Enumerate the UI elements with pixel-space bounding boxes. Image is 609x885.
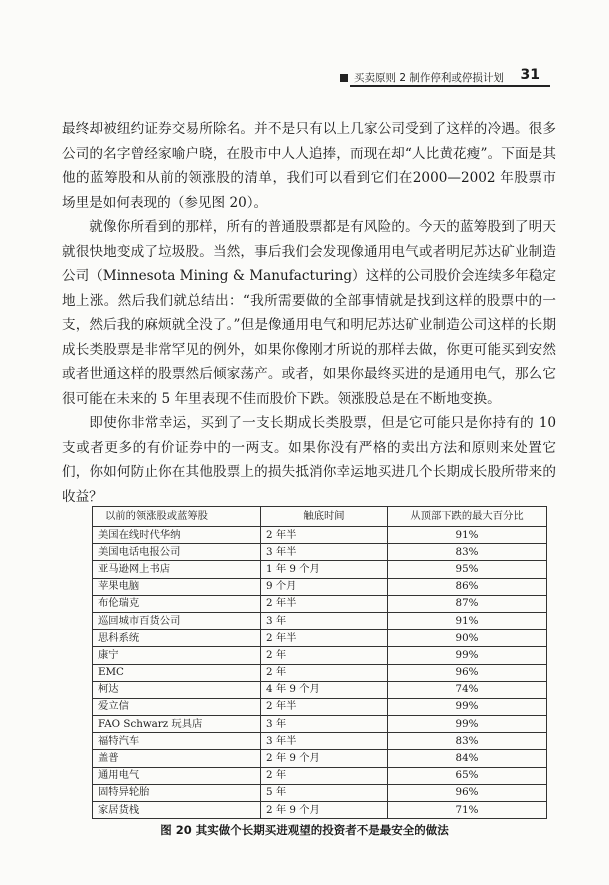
- paragraph-3: 即使你非常幸运，买到了一支长期成长类股票，但是它可能只是你持有的 10 支或者更多的有价证券中的一两支。如果你没有严格的卖出方法和原则来处置它们，你如何防止你在其他股票上的损失抵消你幸运地买进几个长期成长股所带来的收益？: [62, 415, 556, 505]
- stock-name-cell: 固特异轮胎: [93, 784, 261, 801]
- paragraph-1: 最终却被纽约证券交易所除名。并不是只有以上几家公司受到了这样的冷遇。很多公司的名字曾经家喻户晓，在股市中人人追捧，而现在却“人比黄花瘦”。下面是其他的蓝筹股和从前的领涨股的清单，我们可以看到它们在2000—2002 年股票市场里是如何表现的（参见图 20）。: [62, 121, 556, 211]
- stock-name-cell: 盖普: [93, 750, 261, 767]
- max-decline-cell: 96%: [388, 664, 547, 681]
- table-row: [93, 733, 547, 750]
- table-row: [93, 595, 547, 612]
- max-decline-cell: 99%: [388, 698, 547, 715]
- table-header-row: [93, 507, 547, 527]
- max-decline-cell: 91%: [388, 612, 547, 629]
- stock-name-cell: 福特汽车: [93, 733, 261, 750]
- running-header: [340, 68, 550, 88]
- stock-name-cell: 爱立信: [93, 698, 261, 715]
- stock-name-cell: FAO Schwarz 玩具店: [93, 716, 261, 733]
- bottom-time-cell: 3 年半: [261, 544, 388, 561]
- stock-name-cell: 苹果电脑: [93, 578, 261, 595]
- table-row: [93, 647, 547, 664]
- stock-name-cell: 通用电气: [93, 767, 261, 784]
- max-decline-cell: 74%: [388, 681, 547, 698]
- table-row: [93, 802, 547, 819]
- figure-caption: 图 20 其实做个长期买进观望的投资者不是最安全的做法: [160, 823, 449, 837]
- max-decline-cell: 90%: [388, 630, 547, 647]
- table-row: [93, 750, 547, 767]
- stock-name-cell: 巡回城市百货公司: [93, 612, 261, 629]
- stock-name-cell: 家居货栈: [93, 802, 261, 819]
- bottom-time-cell: 2 年半: [261, 698, 388, 715]
- page-number: 31: [520, 67, 540, 83]
- header-title: 买卖原则 2 制作停利或停损计划: [354, 72, 504, 84]
- table-row: [93, 784, 547, 801]
- stock-name-cell: 亚马逊网上书店: [93, 561, 261, 578]
- bottom-time-cell: 2 年 9 个月: [261, 802, 388, 819]
- bottom-time-cell: 3 年: [261, 612, 388, 629]
- bottom-time-cell: 2 年半: [261, 527, 388, 544]
- max-decline-cell: 86%: [388, 578, 547, 595]
- body-text: [62, 117, 556, 509]
- bottom-time-cell: 2 年半: [261, 595, 388, 612]
- bottom-time-cell: 4 年 9 个月: [261, 681, 388, 698]
- table-row: [93, 544, 547, 561]
- table-row: [93, 578, 547, 595]
- max-decline-cell: 83%: [388, 544, 547, 561]
- bottom-time-cell: 3 年: [261, 716, 388, 733]
- max-decline-cell: 99%: [388, 716, 547, 733]
- max-decline-cell: 65%: [388, 767, 547, 784]
- stock-name-cell: 美国在线时代华纳: [93, 527, 261, 544]
- table-row: [93, 561, 547, 578]
- table-row: [93, 630, 547, 647]
- bottom-time-cell: 2 年: [261, 767, 388, 784]
- stock-name-cell: 康宁: [93, 647, 261, 664]
- header-stock: 以前的领涨股或蓝筹股: [93, 507, 261, 527]
- header-rule: [350, 85, 550, 87]
- max-decline-cell: 95%: [388, 561, 547, 578]
- stock-name-cell: 柯达: [93, 681, 261, 698]
- max-decline-cell: 71%: [388, 802, 547, 819]
- figure-20-table: [92, 506, 547, 819]
- max-decline-cell: 87%: [388, 595, 547, 612]
- bottom-time-cell: 9 个月: [261, 578, 388, 595]
- paragraph-2: 就像你所看到的那样，所有的普通股票都是有风险的。今天的蓝筹股到了明天就很快地变成了垃圾股。当然，事后我们会发现像通用电气或者明尼苏达矿业制造公司（Minnesota Mining & Manufacturing）这样的公司股价会连续多年稳定地上涨。然后我们就总结出：“我所需要做的全部事情就是找到这样的股票中的一支，然后我的麻烦就全没了。”但是像通用电气和明尼苏达矿业制造公司这样的长期成长类股票是非常罕见的例外，如果你像刚才所说的那样去做，你更可能买到安然或者世通这样的股票然后倾家荡产。或者，如果你最终买进的是通用电气，那么它很可能在未来的 5 年里表现不佳而股价下跌。领涨股总是在不断地变换。: [62, 219, 556, 407]
- max-decline-cell: 83%: [388, 733, 547, 750]
- max-decline-cell: 91%: [388, 527, 547, 544]
- table-row: [93, 698, 547, 715]
- stock-name-cell: 美国电话电报公司: [93, 544, 261, 561]
- bottom-time-cell: 3 年半: [261, 733, 388, 750]
- table-row: [93, 612, 547, 629]
- bottom-time-cell: 5 年: [261, 784, 388, 801]
- stock-name-cell: 布伦瑞克: [93, 595, 261, 612]
- header-square-mark: [340, 74, 348, 82]
- bottom-time-cell: 2 年: [261, 647, 388, 664]
- max-decline-cell: 99%: [388, 647, 547, 664]
- stock-name-cell: EMC: [93, 664, 261, 681]
- bottom-time-cell: 2 年: [261, 664, 388, 681]
- table-row: [93, 664, 547, 681]
- stock-name-cell: 思科系统: [93, 630, 261, 647]
- header-bottom-time: 触底时间: [261, 507, 388, 527]
- table-row: [93, 681, 547, 698]
- header-max-decline: 从顶部下跌的最大百分比: [388, 507, 547, 527]
- max-decline-cell: 84%: [388, 750, 547, 767]
- bottom-time-cell: 2 年半: [261, 630, 388, 647]
- table-row: [93, 767, 547, 784]
- bottom-time-cell: 1 年 9 个月: [261, 561, 388, 578]
- max-decline-cell: 96%: [388, 784, 547, 801]
- bottom-time-cell: 2 年 9 个月: [261, 750, 388, 767]
- table-row: [93, 716, 547, 733]
- table-row: [93, 527, 547, 544]
